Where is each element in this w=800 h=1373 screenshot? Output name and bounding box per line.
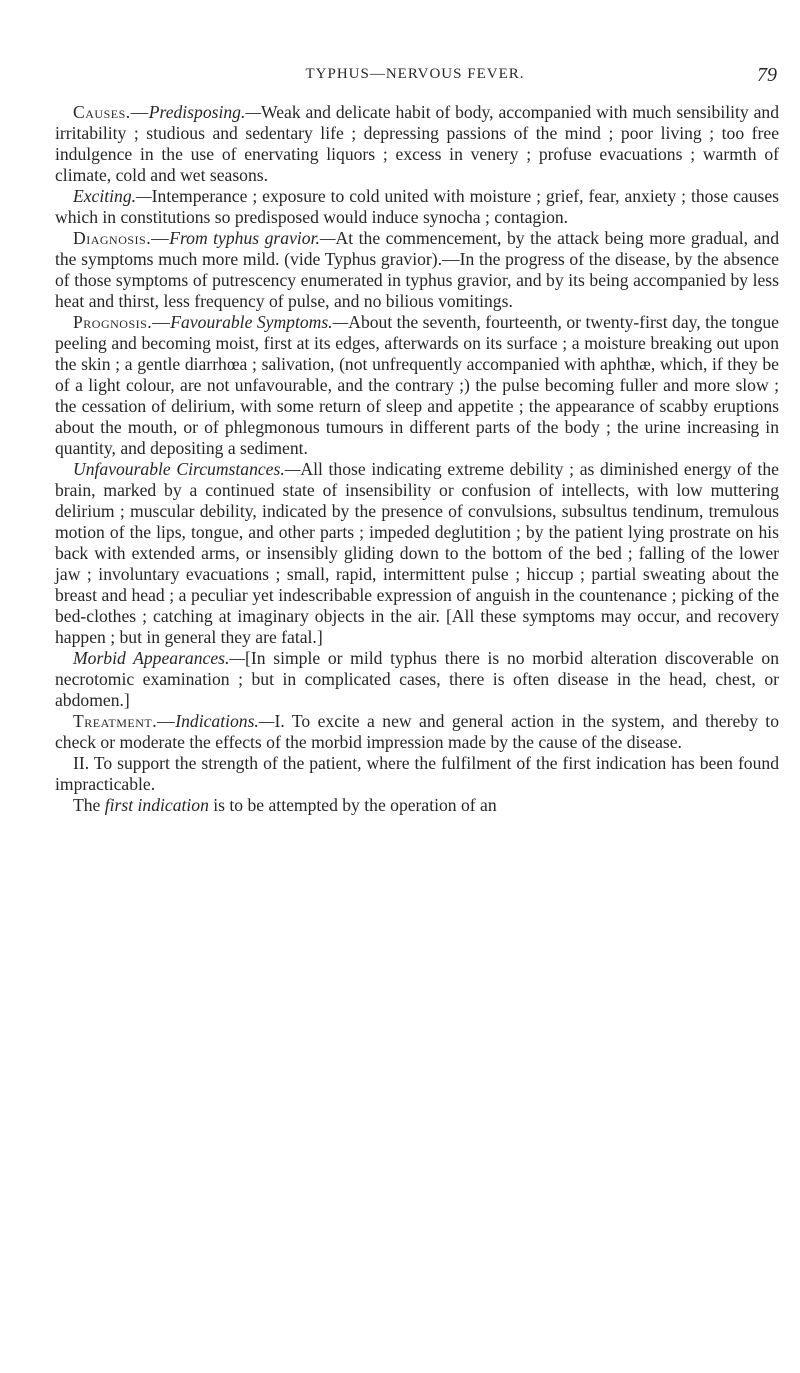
paragraph-unfavourable-circumstances <box>55 459 779 648</box>
paragraph-text: About the seventh, fourteenth, or twenty-first day, the tongue peeling and becoming moist, first at its edges, afterwards on its surface ; a moisture breaking out upon the skin ; a gentle diarrhœa ; salivation, (not unfrequently accompanied with aphthæ, which, if they be of a light colour, are not unfavourable, and the contrary ;) the pulse becoming fuller and more slow ; the cessation of delirium, with some return of sleep and appetite ; the appearance of scabby eruptions about the mouth, or of phlegmonous tumours in different parts of the body ; the urine increasing in quantity, and depositing a sediment. <box>55 312 779 458</box>
subheading-predisposing: Predisposing.— <box>148 102 261 122</box>
paragraph-indication-two <box>55 753 779 795</box>
subheading-unfavourable-circumstances: Unfavourable Circumstances.— <box>73 459 301 479</box>
paragraph-causes-predisposing <box>55 102 779 186</box>
page-number: 79 <box>757 64 777 86</box>
body-text <box>55 102 779 816</box>
paragraph-prognosis-favourable <box>55 312 779 459</box>
subheading-indications: Indications.— <box>175 711 275 731</box>
paragraph-text: Weak and delicate habit of body, accompanied with much sensibility and irritability ; studious and sedentary life ; depressing passions of the mind ; poor living ; too free indulgence in the use of enervating liquors ; excess in venery ; profuse evacuations ; warmth of climate, cold and wet seasons. <box>55 102 779 185</box>
emphasis-first-indication: first indication <box>104 795 209 815</box>
section-heading-causes: Causes.— <box>73 102 149 122</box>
paragraph-causes-exciting <box>55 186 779 228</box>
subheading-morbid-appearances: Morbid Appearances.— <box>73 648 246 668</box>
paragraph-text: I. To excite a new and general action in the system, and thereby to check or moderate the effects of the morbid impression made by the cause of the disease. <box>55 711 779 752</box>
paragraph-text: is to be attempted by the operation of an <box>208 795 497 815</box>
section-heading-diagnosis: Diagnosis.— <box>73 228 170 248</box>
paragraph-text-lead: The <box>73 795 105 815</box>
running-title: TYPHUS—NERVOUS FEVER. <box>305 66 525 82</box>
section-heading-prognosis: Prognosis.— <box>73 312 171 332</box>
subheading-from-typhus-gravior: From typhus gravior.— <box>169 228 336 248</box>
subheading-favourable-symptoms: Favourable Symptoms.— <box>170 312 349 332</box>
paragraph-text: All those indicating extreme debility ; as diminished energy of the brain, marked by a continued state of insensibility or confusion of intellects, with low muttering delirium ; muscular debility, indicated by the presence of convulsions, subsultus tendinum, tremulous motion of the lips, tongue, and other parts ; impeded deglutition ; by the patient lying prostrate on his back with extended arms, or insensibly gliding down to the bottom of the bed ; falling of the lower jaw ; involuntary evacuations ; small, rapid, intermittent pulse ; hiccup ; partial sweating about the breast and head ; a peculiar yet indescribable expression of anguish in the countenance ; picking of the bed-clothes ; catching at imaginary objects in the air. [All these symptoms may occur, and recovery happen ; but in general they are fatal.] <box>55 459 779 647</box>
paragraph-text: [In simple or mild typhus there is no morbid alteration discoverable on necrotomic examination ; but in complicated cases, there is often disease in the head, chest, or abdomen.] <box>55 648 779 710</box>
paragraph-diagnosis <box>55 228 779 312</box>
subheading-exciting: Exciting.— <box>73 186 152 206</box>
paragraph-text: At the commencement, by the attack being more gradual, and the symptoms much more mild. (vide Typhus gravior).—In the progress of the disease, by the absence of those symptoms of putrescency enumerated in typhus gravior, and by its being accompanied by less heat and thirst, less frequency of pulse, and no bilious vomitings. <box>55 228 779 311</box>
paragraph-treatment-indications <box>55 711 779 753</box>
paragraph-first-indication <box>55 795 779 816</box>
paragraph-morbid-appearances <box>55 648 779 711</box>
section-heading-treatment: Treatment.— <box>73 711 176 731</box>
paragraph-text: Intemperance ; exposure to cold united with moisture ; grief, fear, anxiety ; those causes which in constitutions so predisposed would induce synocha ; contagion. <box>55 186 779 227</box>
paragraph-text: II. To support the strength of the patient, where the fulfilment of the first indication has been found impracticable. <box>55 753 779 794</box>
